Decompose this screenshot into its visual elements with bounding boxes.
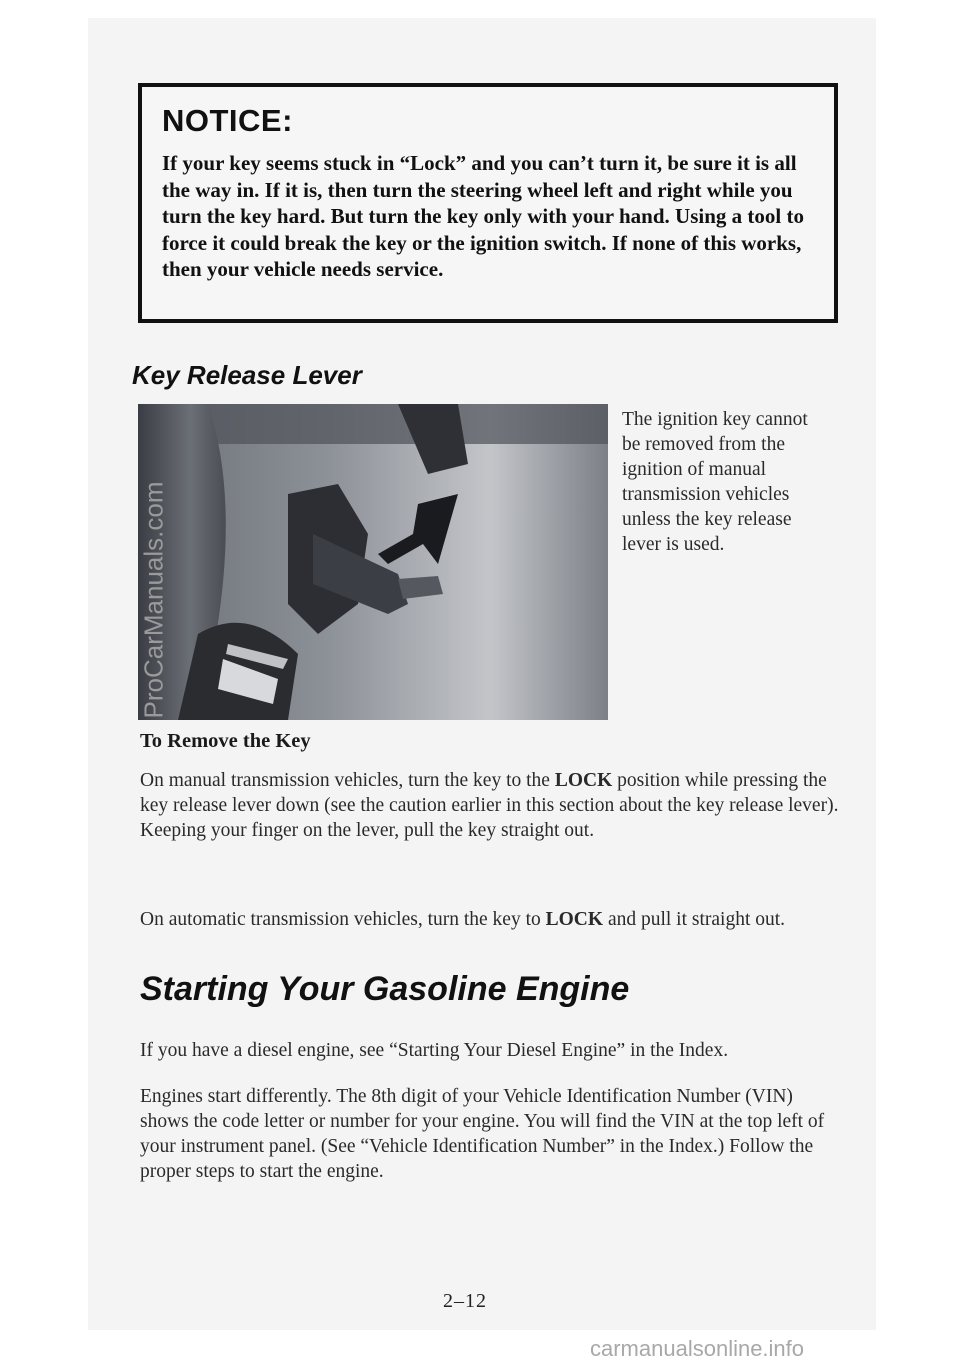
key-release-lever-illustration xyxy=(138,404,608,720)
remove-key-manual-paragraph xyxy=(140,768,840,843)
remove-key-automatic-text-1: On automatic transmission vehicles, turn the key to xyxy=(140,909,546,930)
key-release-lever-photo xyxy=(138,404,608,720)
watermark-carmanualsonline: carmanualsonline.info xyxy=(590,1336,805,1361)
lock-keyword: LOCK xyxy=(554,770,613,791)
diesel-engine-paragraph: If you have a diesel engine, see “Starting Your Diesel Engine” in the Index. xyxy=(140,1040,729,1061)
engine-vin-paragraph: Engines start differently. The 8th digit of your Vehicle Identification Number (VIN) shows the code letter or number for your engine. You will find the VIN at the top left of your instrument panel. (See “Vehicle Identification Number” in the Index.) Follow the proper steps to start the engine. xyxy=(140,1086,825,1182)
remove-key-subheading: To Remove the Key xyxy=(140,730,311,752)
starting-gasoline-engine-heading: Starting Your Gasoline Engine xyxy=(140,970,630,1008)
notice-text: If your key seems stuck in “Lock” and you can’t turn it, be sure it is all the way in. If it is, then turn the steering wheel left and right while you turn the key hard. But turn the key only with your hand. Using a tool to force it could break the key or the ignition switch. If none of this works, then your vehicle needs service. xyxy=(162,151,804,282)
remove-key-automatic-text-2: and pull it straight out. xyxy=(603,909,786,930)
notice-title: NOTICE: xyxy=(162,103,293,138)
lock-keyword: LOCK xyxy=(545,909,604,930)
watermark-procarmanuals: ProCarManuals.com xyxy=(138,481,169,719)
remove-key-automatic-paragraph xyxy=(140,907,840,932)
key-release-side-text: The ignition key cannot be removed from the ignition of manual transmission vehicles unless the key release lever is used. xyxy=(622,409,808,555)
remove-key-manual-text-1: On manual transmission vehicles, turn the key to the xyxy=(140,770,555,791)
remove-key-manual-text-2: position while pressing the key release lever down (see the caution earlier in this section about the key release lever). Keeping your finger on the lever, pull the key straight out. xyxy=(140,770,839,841)
key-release-lever-heading: Key Release Lever xyxy=(132,360,362,390)
page-number: 2–12 xyxy=(443,1290,487,1312)
